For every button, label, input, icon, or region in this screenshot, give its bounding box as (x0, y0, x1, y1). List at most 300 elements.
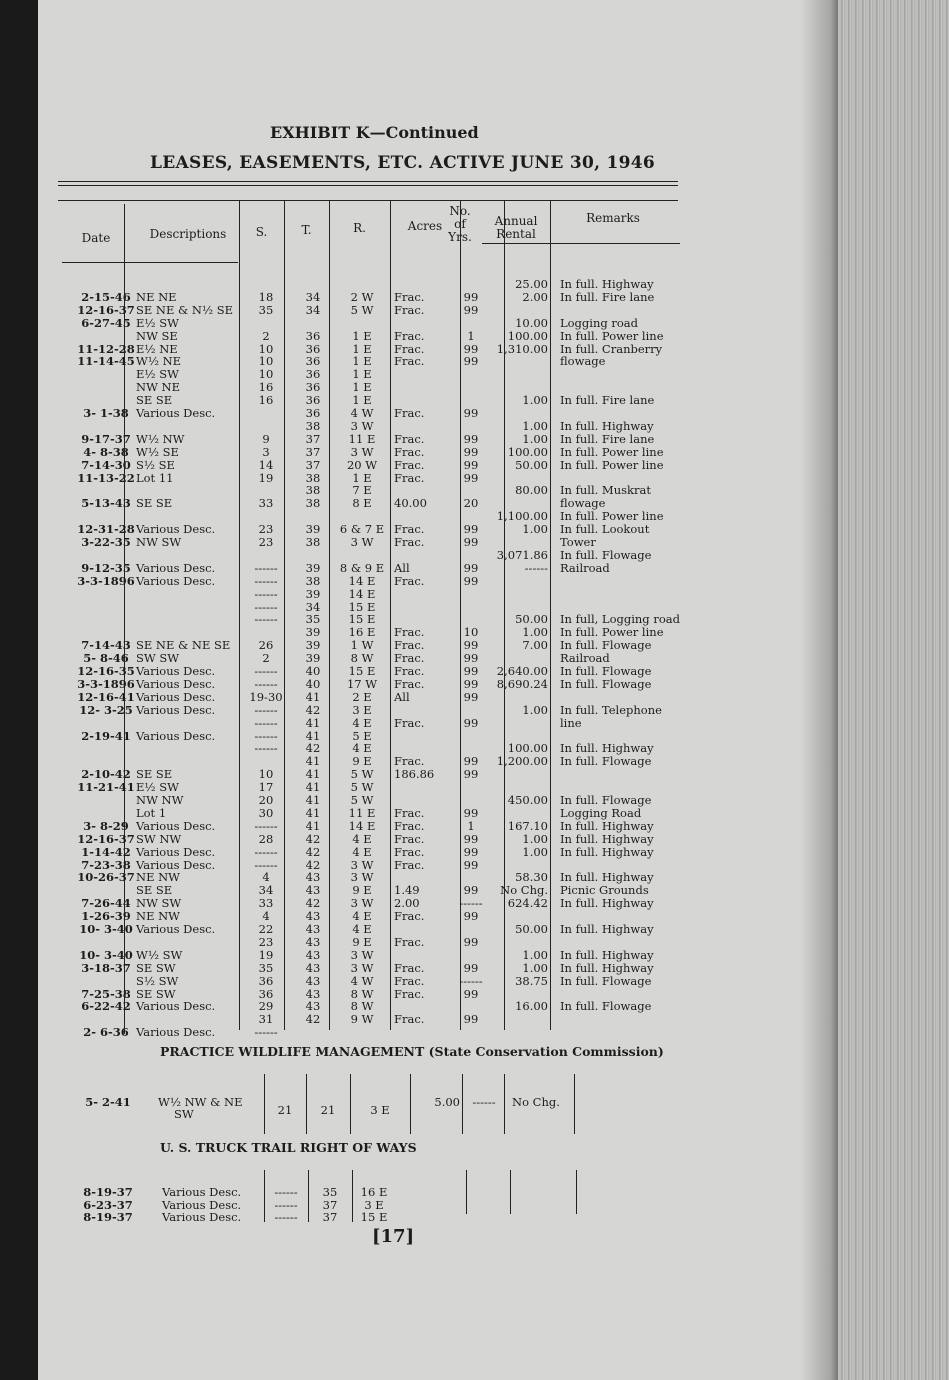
cell-desc: Various Desc. (136, 573, 216, 588)
cell-rent: 1,310.00 (496, 341, 548, 356)
cell-s: 10 (258, 767, 274, 782)
cell-date: 10- 3-40 (79, 947, 133, 962)
cell-t: 36 (305, 367, 321, 382)
cell-r: 3 W (350, 896, 374, 911)
cell-t: 39 (305, 651, 321, 666)
cell-acres: Frac. (394, 934, 425, 949)
cell-yrs: 20 (463, 496, 479, 511)
cell-s: ------ (254, 586, 278, 601)
cell-s: ------ (254, 857, 278, 872)
cell-yrs: 99 (463, 406, 479, 420)
cell-r: 4 E (352, 844, 372, 859)
cell-yrs: 99 (463, 638, 479, 653)
cell-desc: W½ SE (136, 444, 179, 459)
cell-s: 23 (258, 934, 274, 949)
cell-date: 5-13-43 (81, 496, 131, 511)
cell-s: 19-30 (249, 689, 283, 704)
cell-rent: 3,071.86 (496, 547, 548, 562)
table-row (38, 742, 838, 756)
col-header-no: No. (449, 204, 471, 218)
cell-t: 41 (305, 728, 321, 743)
cell-t: 38 (305, 418, 321, 433)
rule (62, 262, 132, 263)
cell-desc: SE SE (136, 883, 173, 898)
cell-s: ------ (254, 844, 278, 859)
cell-acres: Frac. (394, 289, 425, 304)
cell-yrs: 99 (463, 560, 479, 575)
cell-rent: 7.00 (522, 638, 548, 653)
cell-t: 41 (305, 818, 321, 833)
cell-r: 9 E (352, 754, 372, 769)
exhibit-title: EXHIBIT K—Continued (270, 123, 479, 142)
cell-t: 43 (305, 947, 321, 962)
cell-rem: Picnic Grounds (560, 883, 649, 898)
cell-t: 36 (305, 354, 321, 369)
cell-r: 4 E (352, 922, 372, 936)
cell-acres: Frac. (394, 341, 425, 356)
cell-date: 8-19-37 (83, 1185, 133, 1199)
cell-rem: In full. Flowage (560, 999, 652, 1014)
cell-rent: 50.00 (515, 612, 548, 627)
cell-t: 43 (305, 909, 321, 924)
cell-r: 5 W (350, 780, 374, 795)
cell-desc: Various Desc. (136, 844, 216, 859)
table-row (38, 497, 838, 511)
cell-s: ------ (274, 1185, 298, 1199)
cell-t: 39 (305, 586, 321, 601)
cell-date: 10-26-37 (77, 870, 135, 885)
cell-r: 20 W (346, 457, 378, 472)
table-row (38, 1095, 838, 1121)
col-header-of: of (454, 217, 466, 231)
cell-t: 38 (305, 470, 321, 485)
cell-s: ------ (254, 818, 278, 833)
rule (58, 181, 678, 182)
cell-rent: ------ (524, 560, 548, 575)
cell-s: 4 (262, 909, 270, 924)
cell-desc: SE SE (136, 767, 173, 782)
cell-date: 7-14-43 (81, 638, 131, 653)
cell-yrs: 99 (463, 535, 479, 549)
cell-acres: Frac. (394, 986, 425, 1001)
cell-rent: No Chg. (512, 1095, 560, 1109)
cell-rem: In full. Flowage (560, 676, 652, 691)
cell-r: 16 E (348, 625, 376, 640)
cell-t: 37 (305, 431, 321, 446)
cell-desc: Various Desc. (136, 922, 216, 936)
cell-desc: NE NW (136, 909, 180, 924)
cell-rent: 1.00 (522, 625, 548, 640)
cell-t: 38 (305, 573, 321, 588)
cell-r: 4 E (352, 741, 372, 756)
cell-t: 37 (305, 457, 321, 472)
cell-s: ------ (254, 728, 278, 743)
cell-desc: E½ SW (136, 780, 179, 795)
cell-rem: In full. Fire lane (560, 393, 655, 408)
cell-s: 18 (258, 289, 274, 304)
cell-r: 3 W (350, 444, 374, 459)
cell-rent: 1.00 (522, 418, 548, 433)
cell-date: 2- 6-36 (83, 1025, 129, 1040)
cell-desc: SE SE (136, 496, 173, 511)
cell-r: 4 E (352, 715, 372, 730)
cell-yrs: 99 (463, 522, 479, 537)
cell-r: 11 E (348, 805, 376, 820)
col-header-acres: Acres (407, 219, 443, 233)
rule (58, 200, 678, 201)
cell-r: 3 W (350, 947, 374, 962)
cell-rent: 8,690.24 (496, 676, 548, 691)
cell-r: 3 W (350, 418, 374, 433)
cell-acres: Frac. (394, 431, 425, 446)
cell-date: 10- 3-40 (79, 922, 133, 936)
cell-rent: 1.00 (522, 831, 548, 846)
cell-yrs: ------ (459, 973, 483, 988)
cell-t: 41 (305, 793, 321, 807)
cell-r: 3 E (364, 1197, 384, 1212)
cell-r: 4 E (352, 831, 372, 846)
section-title-truck-trail: U. S. TRUCK TRAIL RIGHT OF WAYS (160, 1140, 417, 1155)
cell-r: 5 W (350, 767, 374, 782)
table-row (38, 730, 838, 744)
cell-s: 16 (258, 393, 274, 408)
cell-rem: Tower (560, 535, 596, 549)
cell-s: 19 (258, 470, 274, 485)
cell-yrs: 99 (463, 934, 479, 949)
cell-yrs: 99 (463, 883, 479, 898)
table-row (38, 575, 838, 589)
cell-r: 8 E (352, 496, 372, 511)
cell-t: 41 (305, 805, 321, 820)
cell-t: 43 (305, 960, 321, 975)
cell-rent: 10.00 (515, 315, 548, 330)
col-header-rental: Rental (496, 227, 536, 241)
cell-t: 35 (305, 612, 321, 627)
cell-date: 6-27-45 (81, 315, 131, 330)
cell-t: 43 (305, 986, 321, 1001)
cell-yrs: 99 (463, 431, 479, 446)
cell-desc: Various Desc. (136, 1025, 216, 1040)
cell-acres: Frac. (394, 457, 425, 472)
cell-t: 42 (305, 844, 321, 859)
col-header-t: T. (301, 223, 312, 237)
cell-rent: 450.00 (507, 793, 548, 807)
cell-yrs: 1 (467, 328, 475, 343)
cell-t: 34 (305, 302, 321, 317)
table-row (38, 1211, 838, 1225)
cell-s: 21 (277, 1103, 293, 1117)
cell-yrs: 99 (463, 715, 479, 730)
cell-s: ------ (254, 664, 278, 678)
cell-rem: In full. Power line (560, 457, 664, 472)
cell-desc: SE SE (136, 393, 173, 408)
cell-rem: In full. Flowage (560, 547, 652, 562)
cell-acres: Frac. (394, 960, 425, 975)
cell-yrs: 99 (463, 986, 479, 1001)
cell-acres: Frac. (394, 354, 425, 369)
cell-yrs: 99 (463, 573, 479, 588)
cell-s: 23 (258, 522, 274, 537)
cell-rem: In full. Flowage (560, 973, 652, 988)
cell-yrs: 99 (463, 651, 479, 666)
cell-acres: 1.49 (394, 883, 420, 898)
cell-desc: SE NE & NE SE (136, 638, 231, 653)
cell-desc: Lot 11 (136, 470, 174, 485)
cell-yrs: 10 (463, 625, 479, 640)
cell-yrs: 99 (463, 805, 479, 820)
cell-r: 9 E (352, 883, 372, 898)
col-header-yrs: Yrs. (448, 230, 472, 244)
cell-r: 1 E (352, 470, 372, 485)
cell-rem: Railroad (560, 560, 610, 575)
cell-yrs: 1 (467, 818, 475, 833)
cell-rent: 50.00 (515, 457, 548, 472)
table-row (38, 407, 838, 421)
cell-desc: SE SW (136, 960, 176, 975)
cell-yrs: 99 (463, 909, 479, 924)
cell-r: 9 E (352, 934, 372, 949)
table-row (38, 923, 838, 937)
cell-r: 3 W (350, 870, 374, 885)
rule (482, 243, 680, 244)
cell-t: 39 (305, 638, 321, 653)
cell-t: 36 (305, 341, 321, 356)
cell-r: 5 W (350, 793, 374, 807)
col-header-r: R. (353, 221, 366, 235)
cell-s: 19 (258, 947, 274, 962)
cell-t: 43 (305, 973, 321, 988)
cell-date: 3-22-35 (81, 535, 131, 549)
cell-t: 43 (305, 934, 321, 949)
cell-rent: 624.42 (507, 896, 548, 911)
cell-t: 37 (322, 1210, 338, 1224)
cell-date: 12-16-37 (77, 302, 135, 317)
col-header-annual: Annual (494, 214, 538, 228)
cell-acres: Frac. (394, 857, 425, 872)
cell-s: 30 (258, 805, 274, 820)
cell-desc: Various Desc. (136, 406, 216, 420)
cell-acres: Frac. (394, 909, 425, 924)
cell-desc: W½ SW (136, 947, 183, 962)
cell-desc: Various Desc. (162, 1197, 242, 1212)
cell-t: 43 (305, 883, 321, 898)
cell-desc: Various Desc. (136, 702, 216, 717)
cell-date: 7-25-38 (81, 986, 131, 1001)
cell-s: 20 (258, 793, 274, 807)
cell-date: 6-22-42 (81, 999, 131, 1014)
cell-date: 12-16-35 (77, 664, 135, 678)
cell-desc: Various Desc. (136, 728, 216, 743)
cell-acres: Frac. (394, 676, 425, 691)
cell-date: 11-21-41 (77, 780, 135, 795)
cell-s: 28 (258, 831, 274, 846)
cell-desc: Various Desc. (136, 999, 216, 1014)
cell-rem: In full. Power line (560, 328, 664, 343)
cell-r: 1 E (352, 367, 372, 382)
cell-acres: Frac. (394, 444, 425, 459)
cell-rem: Logging Road (560, 805, 642, 820)
cell-acres: 40.00 (394, 496, 427, 511)
cell-s: 4 (262, 870, 270, 885)
cell-date: 3-3-1896 (77, 676, 135, 691)
cell-rent: 2.00 (522, 289, 548, 304)
cell-acres: Frac. (394, 973, 425, 988)
col-header-date: Date (81, 231, 111, 245)
cell-t: 39 (305, 625, 321, 640)
cell-yrs: 99 (463, 444, 479, 459)
cell-r: 11 E (348, 431, 376, 446)
cell-r: 5 E (352, 728, 372, 743)
cell-rent: 80.00 (515, 483, 548, 498)
cell-date: 9-12-35 (81, 560, 131, 575)
cell-t: 39 (305, 522, 321, 537)
cell-t: 37 (322, 1197, 338, 1212)
col-header-remarks: Remarks (586, 211, 640, 225)
cell-date: 3- 1-38 (83, 406, 129, 420)
cell-acres: Frac. (394, 638, 425, 653)
table-row (38, 613, 838, 627)
cell-rem: In full. Highway (560, 818, 654, 833)
cell-r: 2 E (352, 689, 372, 704)
cell-t: 41 (305, 715, 321, 730)
cell-yrs: 99 (463, 1012, 479, 1027)
cell-date: 2-10-42 (81, 767, 131, 782)
cell-date: 6-23-37 (83, 1197, 133, 1212)
cell-desc: W½ NE (136, 354, 182, 369)
cell-s: ------ (274, 1210, 298, 1224)
cell-t: 38 (305, 535, 321, 549)
cell-acres: Frac. (394, 818, 425, 833)
table-row (38, 588, 838, 602)
cell-s: 29 (258, 999, 274, 1014)
cell-desc: Various Desc. (136, 522, 216, 537)
cell-rem: In full. Flowage (560, 754, 652, 769)
cell-date: 11-12-28 (77, 341, 135, 356)
cell-date: 7-23-38 (81, 857, 131, 872)
cell-yrs: ------ (472, 1095, 496, 1109)
cell-s: 2 (262, 651, 270, 666)
cell-rem: flowage (560, 354, 606, 369)
cell-s: 17 (258, 780, 274, 795)
cell-date: 3- 8-29 (83, 818, 129, 833)
cell-s: 10 (258, 367, 274, 382)
cell-desc: SW SW (136, 651, 180, 666)
cell-rem: In full. Highway (560, 922, 654, 936)
col-header-descriptions: Descriptions (149, 227, 227, 241)
cell-rem: In full. Power line (560, 625, 664, 640)
cell-desc: W½ NW & NE (158, 1095, 243, 1109)
col-header-s: S. (255, 225, 268, 239)
cell-rem: In full. Highway (560, 960, 654, 975)
cell-acres: Frac. (394, 328, 425, 343)
cell-rem: Railroad (560, 651, 610, 666)
cell-s: ------ (254, 1025, 278, 1040)
cell-rem: In full. Flowage (560, 638, 652, 653)
cell-rent: 1.00 (522, 844, 548, 859)
cell-acres: Frac. (394, 573, 425, 588)
cell-rem: In full, Logging road (560, 612, 680, 627)
cell-rent: 1.00 (522, 431, 548, 446)
cell-t: 41 (305, 754, 321, 769)
cell-s: 14 (258, 457, 274, 472)
cell-t: 35 (322, 1185, 338, 1199)
table-row (38, 536, 838, 550)
cell-r: 9 W (350, 1012, 374, 1027)
cell-desc: Various Desc. (136, 664, 216, 678)
cell-yrs: ------ (459, 896, 483, 911)
cell-rent: 100.00 (507, 741, 548, 756)
cell-rent: 1,100.00 (496, 509, 548, 524)
rule (128, 262, 238, 263)
cell-acres: 186.86 (394, 767, 435, 782)
cell-r: 6 & 7 E (339, 522, 385, 537)
page-number: [17] (372, 1226, 415, 1247)
cell-desc: E½ NE (136, 341, 178, 356)
cell-t: 36 (305, 393, 321, 408)
cell-acres: 5.00 (434, 1095, 460, 1109)
cell-rent: 1.00 (522, 702, 548, 717)
cell-s: 33 (258, 896, 274, 911)
cell-acres: Frac. (394, 470, 425, 485)
cell-desc: NW SW (136, 896, 182, 911)
cell-r: 1 E (352, 328, 372, 343)
cell-t: 41 (305, 780, 321, 795)
cell-r: 15 E (348, 664, 376, 678)
cell-date: 12-31-28 (77, 522, 135, 537)
cell-date: 5- 8-46 (83, 651, 129, 666)
cell-r: 3 E (370, 1103, 390, 1117)
cell-rem: In full. Highway (560, 741, 654, 756)
cell-rent: 25.00 (515, 277, 548, 291)
cell-desc: S½ SW (136, 973, 179, 988)
table-row (38, 704, 838, 718)
cell-t: 42 (305, 857, 321, 872)
cell-r: 2 W (350, 289, 374, 304)
cell-rent: 2,640.00 (496, 664, 548, 678)
cell-rem: In full. Highway (560, 896, 654, 911)
section-title-wildlife: PRACTICE WILDLIFE MANAGEMENT (State Conservation Commission) (160, 1044, 664, 1059)
cell-r: 15 E (360, 1210, 388, 1224)
cell-rent: 100.00 (507, 328, 548, 343)
cell-desc: S½ SE (136, 457, 175, 472)
cell-desc: Various Desc. (136, 676, 216, 691)
cell-yrs: 99 (463, 664, 479, 678)
cell-s: 26 (258, 638, 274, 653)
cell-acres: Frac. (394, 664, 425, 678)
table-row (38, 1026, 838, 1040)
cell-rem: In full. Power line (560, 444, 664, 459)
cell-yrs: 99 (463, 354, 479, 369)
cell-date: 5- 2-41 (85, 1095, 131, 1109)
cell-acres: Frac. (394, 625, 425, 640)
cell-t: 41 (305, 689, 321, 704)
cell-r: 4 W (350, 406, 374, 420)
cell-acres: Frac. (394, 651, 425, 666)
cell-desc: NE NE (136, 289, 177, 304)
cell-t: 36 (305, 406, 321, 420)
cell-s: 10 (258, 341, 274, 356)
cell-rem: In full. Highway (560, 870, 654, 885)
cell-rem: In full. Flowage (560, 793, 652, 807)
cell-yrs: 99 (463, 676, 479, 691)
cell-s: 22 (258, 922, 274, 936)
cell-date: 7-26-44 (81, 896, 131, 911)
cell-acres: All (394, 560, 410, 575)
cell-s: ------ (254, 612, 278, 627)
cell-desc: SE SW (136, 986, 176, 1001)
cell-yrs: 99 (463, 767, 479, 782)
cell-desc: Various Desc. (162, 1210, 242, 1224)
